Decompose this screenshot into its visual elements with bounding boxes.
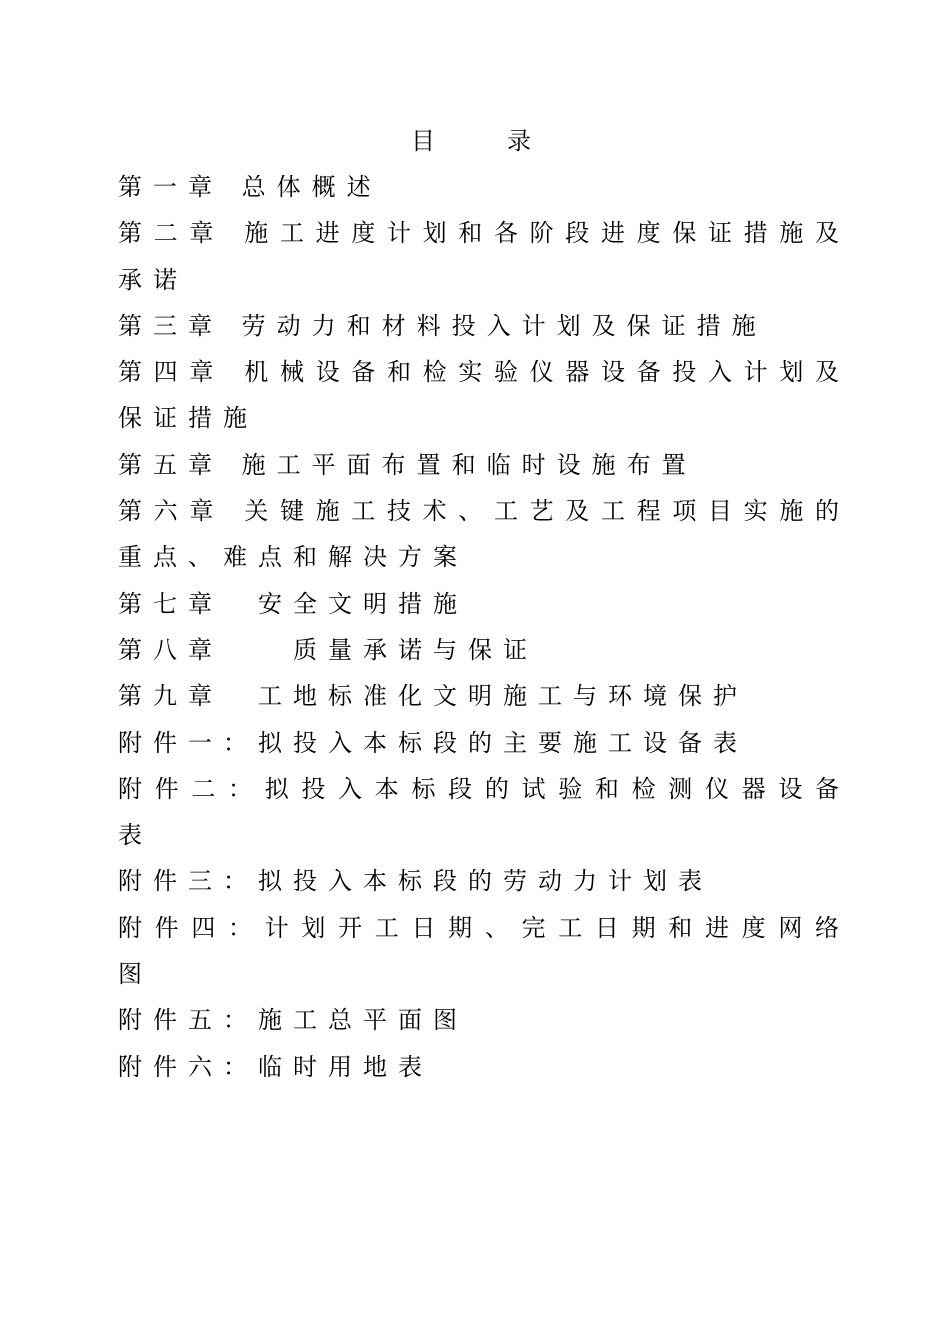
toc-entry-appendix-5: 附件五：施工总平面图: [118, 1006, 468, 1035]
toc-entry-appendix-1: 附件一：拟投入本标段的主要施工设备表: [118, 728, 748, 757]
toc-entry-chapter-9: 第九章 工地标准化文明施工与环境保护: [118, 682, 748, 711]
toc-entry-chapter-2: 第二章 施工进度计划和各阶段进度保证措施及承诺: [118, 219, 850, 294]
toc-entry-chapter-6: 第六章 关键施工技术、工艺及工程项目实施的重点、难点和解决方案: [118, 497, 850, 572]
toc-entry-appendix-3: 附件三：拟投入本标段的劳动力计划表: [118, 867, 713, 896]
toc-entry-appendix-4: 附件四：计划开工日期、完工日期和进度网络图: [118, 913, 850, 989]
toc-entry-appendix-2: 附件二：拟投入本标段的试验和检测仪器设备表: [118, 774, 850, 850]
toc-entry-chapter-3: 第三章 劳动力和材料投入计划及保证措施: [118, 311, 767, 340]
toc-entry-chapter-4: 第四章 机械设备和检实验仪器设备投入计划及保证措施: [118, 358, 850, 433]
toc-entry-chapter-7: 第七章 安全文明措施: [118, 589, 468, 618]
toc-entry-chapter-1: 第一章 总体概述: [118, 173, 382, 201]
toc-entry-chapter-5: 第五章 施工平面布置和临时设施布置: [118, 450, 697, 479]
toc-list: [118, 164, 850, 1090]
toc-entry-chapter-8: 第八章 质量承诺与保证: [118, 635, 538, 664]
toc-title: 目 录: [411, 127, 539, 155]
toc-entry-appendix-6: 附件六：临时用地表: [118, 1052, 433, 1081]
